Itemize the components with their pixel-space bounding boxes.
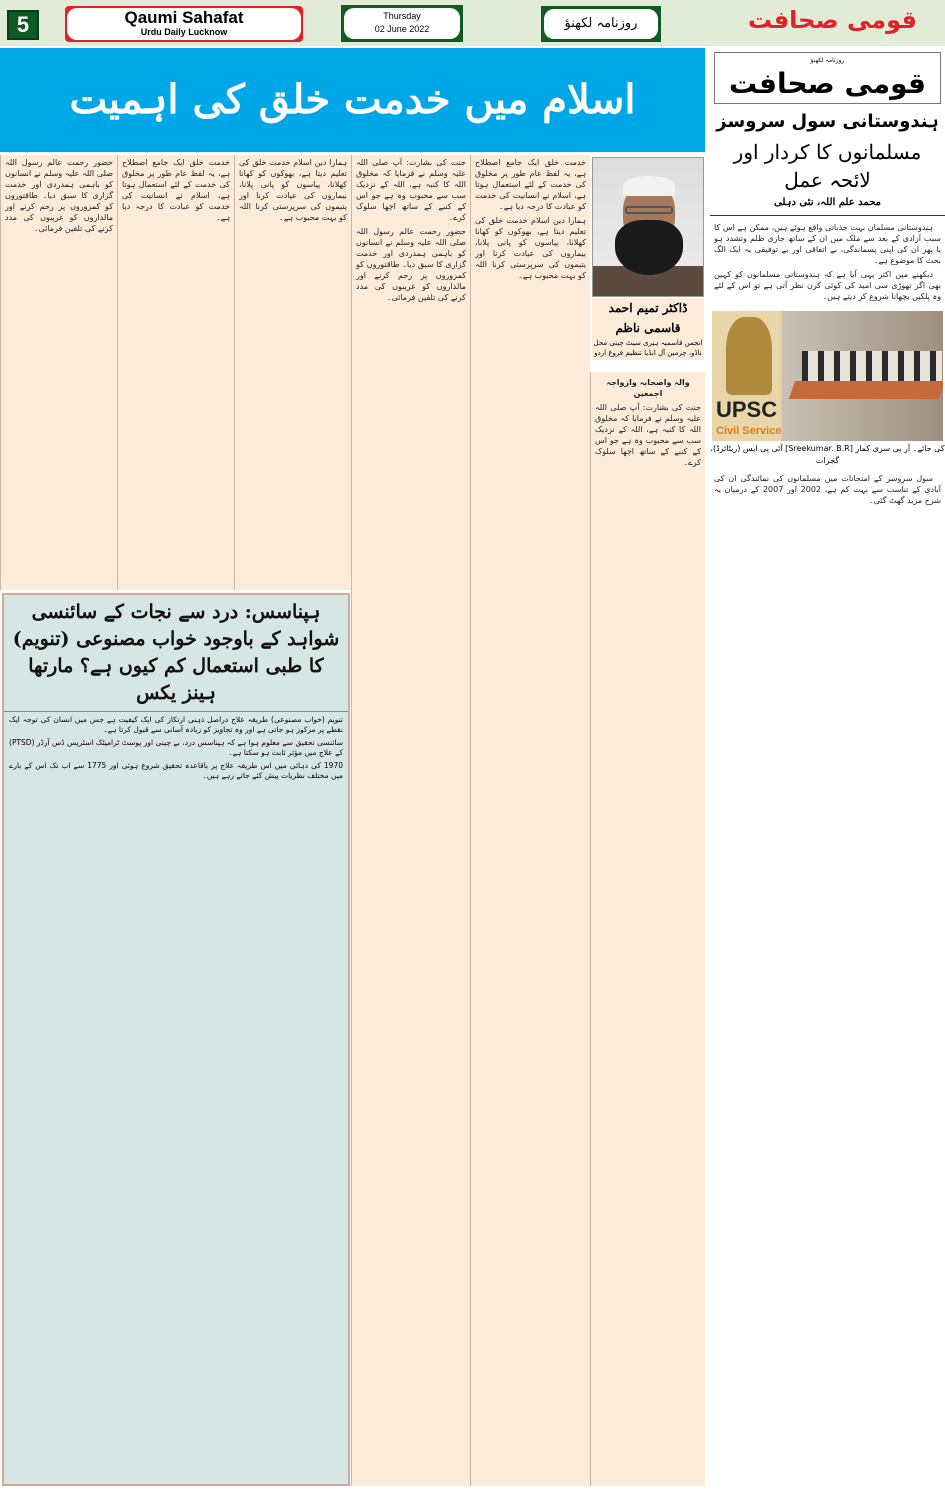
ashoka-emblem-icon — [726, 317, 772, 395]
date-box — [341, 5, 463, 42]
paragraph: حضور رحمت عالم رسول اللہ صلی اللہ علیہ وسلم نے انسانوں کو باہمی ہمدردی اور خدمت گزاری کا سبق دیا۔ طاقتوروں کو کمزوروں پر رحم کرنے اور مالداروں کو غریبوں کی مدد کرنے کی تلقین فرمائی۔ — [5, 158, 113, 233]
article-column — [0, 155, 117, 590]
masthead-subtitle: Urdu Daily Lucknow — [140, 27, 228, 37]
side-article — [710, 48, 945, 509]
paragraph: ہمارا دین اسلام خدمت خلق کی تعلیم دیتا ہے، بھوکوں کو کھانا کھلانا، پیاسوں کو پانی پلانا، بیماروں کی عیادت کرنا اور یتیموں کی سرپرستی کرنا اللہ کو بہت محبوب ہے۔ — [239, 158, 347, 222]
subhead: والہ واصحابہ وازواجہ اجمعین — [606, 378, 690, 398]
paragraph: جنت کی بشارت: آپ صلی اللہ علیہ وسلم نے فرمایا کہ مخلوق اللہ کا کنبہ ہے، اللہ کے نزدیک سب سے محبوب وہ ہے جو اس کے کنبے کے ساتھ اچھا سلوک کرے۔ — [595, 403, 701, 467]
side-headline-2: مسلمانوں کا کردار اور لائحہ عمل — [733, 140, 922, 192]
date-label: 02 June 2022 — [374, 24, 430, 34]
logo-box — [714, 52, 941, 104]
boxed-article — [2, 593, 350, 1486]
paragraph: جنت کی بشارت: آپ صلی اللہ علیہ وسلم نے فرمایا کہ مخلوق اللہ کا کنبہ ہے، اللہ کے نزدیک سب سے محبوب وہ ہے جو اس کے کنبے کے ساتھ اچھا سلوک کرے۔ — [356, 158, 466, 222]
boxed-article-body — [4, 712, 348, 787]
side-headline-1: ہندوستانی سول سروسز — [716, 111, 939, 132]
paragraph: خدمت خلق ایک جامع اصطلاح ہے، یہ لفظ عام طور پر مخلوق کی خدمت کے لئے استعمال ہوتا ہے، اسلام نے انسانیت کی خدمت کو عبادت کا درجہ دیا ہے۔ — [122, 158, 230, 222]
page-number: 5 — [7, 10, 39, 40]
masthead-title: Qaumi Sahafat — [124, 8, 244, 27]
paragraph: سائنسی تحقیق سے معلوم ہوا ہے کہ ہپناسس درد، بے چینی اور پوسٹ ٹرامیٹک اسٹریس ڈس آرڈر (PTSD) کے علاج میں مؤثر ثابت ہو سکتا ہے۔ — [9, 738, 343, 757]
side-article-body — [710, 473, 945, 509]
author-caption — [592, 298, 704, 360]
logo-text: قومی صحافت — [728, 67, 927, 100]
author-name: ڈاکٹر تمیم احمد قاسمی ناظم — [608, 301, 688, 335]
day-label: Thursday — [383, 11, 421, 21]
main-headline-banner: اسلام میں خدمت خلق کی اہمیت — [0, 48, 705, 152]
paragraph: ہندوستانی مسلمان بہت جذباتی واقع ہوئے ہیں، ممکن ہے اس کا سبب آزادی کے بعد سے ملک میں ان کے ساتھ جاری ظلم وتشدد ہو یا پھر ان کی اپنی پسماندگی، بے اتفاقی اور بے توفیقی یہ ایک الگ بحث کا موضوع ہے۔ — [714, 223, 941, 265]
paragraph: ہمارا دین اسلام خدمت خلق کی تعلیم دیتا ہے، بھوکوں کو کھانا کھلانا، پیاسوں کو پانی پلانا، بیماروں کی عیادت کرنا اور یتیموں کی سرپرستی کرنا اللہ کو بہت محبوب ہے۔ — [475, 216, 586, 280]
side-author: محمد علم اللہ، نئی دہلی — [710, 194, 945, 216]
author-photo — [592, 157, 704, 297]
article-column — [351, 155, 470, 1486]
urdu-logo: قومی صحافت — [748, 6, 917, 34]
image-text-upsc: UPSC — [716, 397, 778, 422]
paragraph: خدمت خلق ایک جامع اصطلاح ہے، یہ لفظ عام طور پر مخلوق کی خدمت کے لئے استعمال ہوتا ہے، اسلام نے انسانیت کی خدمت کو عبادت کا درجہ دیا ہے۔ — [475, 158, 586, 211]
article-column — [117, 155, 234, 590]
roznama-label: روزنامہ لکھنؤ — [544, 9, 658, 39]
paragraph: تنویم (خواب مصنوعی) طریقہ علاج دراصل ذہنی ارتکاز کی ایک کیفیت ہے جس میں انسان کی توجہ ایک نقطے پر مرکوز ہو جاتی ہے اور وہ تجاویز کو زیادہ آسانی سے قبول کرتا ہے۔ — [9, 715, 343, 734]
author-description: انجمن قاسمیہ ہیری سیٹ چینی محل ناڈو، چرمین آل انڈیا تنظیم فروغ اردو — [593, 339, 703, 357]
article-column — [234, 155, 351, 590]
article-column — [470, 155, 590, 1486]
side-article-body — [710, 222, 945, 305]
image-text-civil-service: Civil Service — [716, 425, 782, 437]
paragraph: سول سروسز کے امتحانات میں مسلمانوں کی نمائندگی ان کی آبادی کے تناسب سے بہت کم ہے، 2002 اور 2007 کے درمیان یہ شرح مزید گھٹ گئی۔ — [714, 474, 941, 505]
paragraph: دیکھنے میں اکثر یہی آیا ہے کہ ہندوستانی مسلمانوں کو کہیں بھی اگر تھوڑی سی امید کی کوئی کرن نظر آتی ہے تو اس کے لئے وہ پلکیں بچھانا شروع کر دیتے ہیں۔ — [714, 270, 941, 301]
roznama-box — [541, 6, 661, 42]
image-caption: کی جائے۔ آر بی سری کمار [Sreekumar. B.R] آئی پی ایس (ریٹائرڈ)، گجرات — [710, 444, 945, 465]
paragraph: حضور رحمت عالم رسول اللہ صلی اللہ علیہ وسلم نے انسانوں کو باہمی ہمدردی اور خدمت گزاری کا سبق دیا۔ طاقتوروں کو کمزوروں پر رحم کرنے اور مالداروں کو غریبوں کی مدد کرنے کی تلقین فرمائی۔ — [356, 227, 466, 302]
paragraph: 1970 کی دہائی میں اس طریقہ علاج پر باقاعدہ تحقیق شروع ہوئی اور 1775 سے اب تک اس کے بارے میں مختلف نظریات پیش کئے جاتے رہے ہیں۔ — [9, 761, 343, 780]
boxed-article-headline: ہپناسس: درد سے نجات کے سائنسی شواہد کے باوجود خواب مصنوعی (تنویم) کا طبی استعمال کم کیوں ہے؟ مارتھا ہینز یکس — [4, 595, 348, 712]
logo-small-text: روزنامہ لکھنؤ — [810, 57, 845, 64]
masthead-english — [65, 6, 303, 42]
article-column — [590, 372, 705, 1486]
upsc-classroom-image — [712, 311, 943, 441]
